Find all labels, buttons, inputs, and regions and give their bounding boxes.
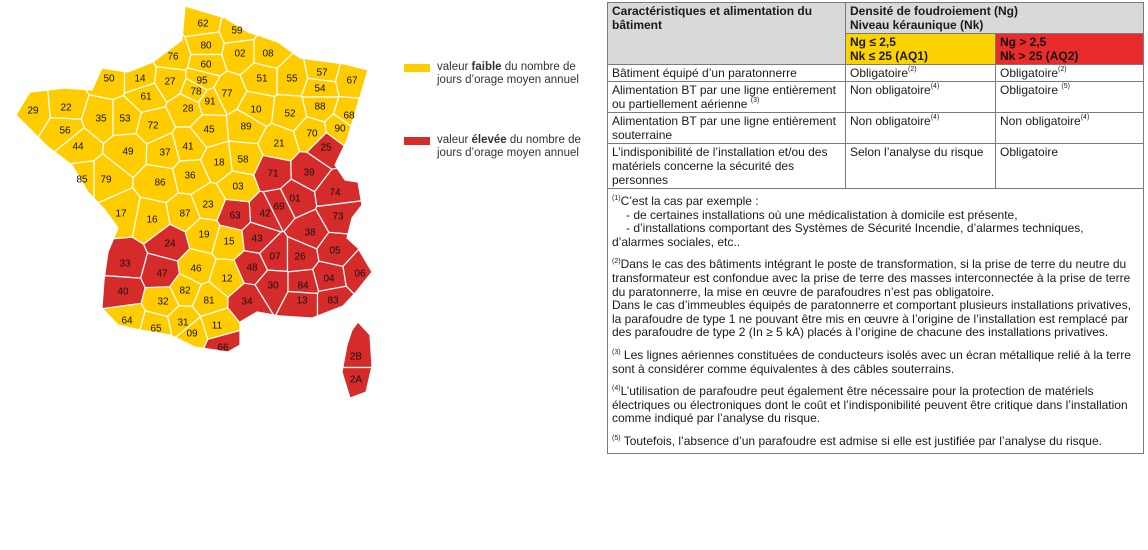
department-label-66: 66 bbox=[217, 342, 229, 354]
table-row bbox=[608, 65, 1144, 82]
department-label-08: 08 bbox=[262, 48, 274, 60]
department-label-55: 55 bbox=[286, 73, 298, 85]
department-label-91: 91 bbox=[204, 96, 216, 108]
row-aq1-value: Obligatoire$^{(2)}$ bbox=[846, 65, 996, 82]
department-label-24: 24 bbox=[164, 238, 176, 250]
department-label-03: 03 bbox=[232, 181, 244, 193]
department-label-34: 34 bbox=[241, 296, 253, 308]
department-label-73: 73 bbox=[332, 211, 344, 223]
department-label-88: 88 bbox=[314, 101, 326, 113]
department-label-17: 17 bbox=[115, 208, 127, 220]
department-label-65: 65 bbox=[150, 323, 162, 335]
legend-low-text: valeur faible du nombre de jours d’orage moyen annuel bbox=[437, 61, 579, 86]
department-label-79: 79 bbox=[100, 174, 112, 186]
department-label-42: 42 bbox=[259, 208, 271, 220]
department-label-70: 70 bbox=[306, 128, 318, 140]
department-label-04: 04 bbox=[323, 273, 335, 285]
department-label-43: 43 bbox=[251, 233, 263, 245]
department-label-10: 10 bbox=[250, 104, 262, 116]
department-label-46: 46 bbox=[190, 263, 202, 275]
legend-high-swatch bbox=[404, 137, 430, 145]
department-label-11: 11 bbox=[211, 320, 223, 332]
department-label-36: 36 bbox=[184, 170, 196, 182]
department-label-12: 12 bbox=[221, 273, 233, 285]
department-label-28: 28 bbox=[182, 103, 194, 115]
legend-low-swatch bbox=[404, 64, 430, 72]
department-label-57: 57 bbox=[316, 67, 328, 79]
department-label-40: 40 bbox=[117, 286, 129, 298]
department-label-23: 23 bbox=[202, 199, 214, 211]
department-label-38: 38 bbox=[304, 227, 316, 239]
department-label-87: 87 bbox=[179, 208, 191, 220]
header-density: Densité de foudroiement (Ng) Niveau kéraunique (Nk) bbox=[846, 3, 1144, 34]
department-label-41: 41 bbox=[182, 141, 194, 153]
department-label-95: 95 bbox=[196, 75, 208, 87]
row-label: Alimentation BT par une ligne entièrement souterraine bbox=[608, 113, 846, 144]
department-label-51: 51 bbox=[256, 73, 268, 85]
department-label-86: 86 bbox=[154, 177, 166, 189]
department-label-58: 58 bbox=[237, 154, 249, 166]
header-building: Caractéristiques et alimentation du bâtiment bbox=[608, 3, 846, 65]
department-label-76: 76 bbox=[167, 51, 179, 63]
department-label-77: 77 bbox=[221, 88, 233, 100]
department-label-67: 67 bbox=[346, 75, 358, 87]
legend-high-text: valeur élevée du nombre de jours d’orage moyen annuel bbox=[437, 134, 581, 159]
department-label-30: 30 bbox=[267, 280, 279, 292]
department-label-02: 02 bbox=[234, 48, 246, 60]
department-label-44: 44 bbox=[72, 141, 84, 153]
department-label-48: 48 bbox=[246, 262, 258, 274]
department-label-56: 56 bbox=[59, 125, 71, 137]
department-label-69: 69 bbox=[273, 201, 285, 213]
department-label-60: 60 bbox=[200, 59, 212, 71]
header-aq2: Ng > 2,5 Nk > 25 (AQ2) bbox=[996, 34, 1144, 65]
surge-protection-table bbox=[607, 2, 1144, 454]
department-label-31: 31 bbox=[177, 317, 189, 329]
department-label-52: 52 bbox=[284, 108, 296, 120]
footnote-4: $^{(4)}$L’utilisation de parafoudre peut également être nécessaire pour la protection de matériels électriques ou électroniques dont le coût et l’indisponibilité peuvent être critique dans l’installation comme indiqué par l’analyse du risque. bbox=[612, 384, 1128, 426]
department-label-07: 07 bbox=[269, 251, 281, 263]
row-label: Alimentation BT par une ligne entièrement ou partiellement aérienne $^{(3)}$ bbox=[608, 82, 846, 113]
department-label-83: 83 bbox=[327, 295, 339, 307]
department-label-05: 05 bbox=[329, 245, 341, 257]
department-label-29: 29 bbox=[27, 105, 39, 117]
row-aq2-value: Obligatoire$^{(2)}$ bbox=[996, 65, 1144, 82]
footnote-5: $^{(5)}$ Toutefois, l’absence d’un parafoudre est admise si elle est justifiée par l’analyse du risque. bbox=[612, 433, 1102, 448]
table-row bbox=[608, 82, 1144, 113]
department-label-54: 54 bbox=[314, 83, 326, 95]
department-label-21: 21 bbox=[273, 138, 285, 150]
department-label-78: 78 bbox=[190, 86, 202, 98]
department-label-2B: 2B bbox=[349, 351, 363, 363]
department-label-72: 72 bbox=[147, 120, 159, 132]
department-label-13: 13 bbox=[296, 295, 308, 307]
department-label-37: 37 bbox=[159, 147, 171, 159]
department-label-49: 49 bbox=[122, 146, 134, 158]
department-label-32: 32 bbox=[157, 296, 169, 308]
header-aq1: Ng ≤ 2,5 Nk ≤ 25 (AQ1) bbox=[846, 34, 996, 65]
department-label-18: 18 bbox=[213, 157, 225, 169]
row-aq2-value: Obligatoire bbox=[996, 144, 1144, 189]
department-label-01: 01 bbox=[289, 193, 301, 205]
department-label-15: 15 bbox=[223, 236, 235, 248]
department-label-62: 62 bbox=[197, 18, 209, 30]
department-label-26: 26 bbox=[294, 251, 306, 263]
department-label-14: 14 bbox=[134, 73, 146, 85]
department-label-16: 16 bbox=[146, 214, 158, 226]
row-label: L’indisponibilité de l’installation et/ou des matériels concerne la sécurité des personnes bbox=[608, 144, 846, 189]
row-aq2-value: Non obligatoire$^{(4)}$ bbox=[996, 113, 1144, 144]
department-label-50: 50 bbox=[103, 73, 115, 85]
department-label-33: 33 bbox=[119, 258, 131, 270]
department-label-39: 39 bbox=[303, 167, 315, 179]
table-row bbox=[608, 113, 1144, 144]
department-label-90: 90 bbox=[334, 123, 346, 135]
row-aq2-value: Obligatoire $^{(5)}$ bbox=[996, 82, 1144, 113]
department-label-2A: 2A bbox=[349, 374, 363, 386]
department-label-89: 89 bbox=[240, 121, 252, 133]
department-label-71: 71 bbox=[267, 168, 279, 180]
france-lightning-map bbox=[0, 0, 400, 386]
department-label-74: 74 bbox=[329, 187, 341, 199]
department-label-63: 63 bbox=[229, 210, 241, 222]
row-label: Bâtiment équipé d’un paratonnerre bbox=[608, 65, 846, 82]
department-label-82: 82 bbox=[179, 285, 191, 297]
row-aq1-value: Non obligatoire$^{(4)}$ bbox=[846, 113, 996, 144]
department-label-19: 19 bbox=[198, 229, 210, 241]
department-label-64: 64 bbox=[121, 315, 133, 327]
department-label-06: 06 bbox=[354, 268, 366, 280]
department-label-85: 85 bbox=[76, 174, 88, 186]
department-label-27: 27 bbox=[164, 76, 176, 88]
footnote-2: $^{(2)}$Dans le cas des bâtiments intégrant le poste de transformation, si la prise de terre du neutre du transformateur est confondue avec la prise de terre des masses interconnectée à la prise de terre du paratonnerre, la mise en œuvre de parafoudres n’est pas obligatoire. Dans le cas d’immeubles équipés de paratonnerre et comportant plusieurs installations privatives, la parafoudre de type 1 ne pouvant être mis en œuvre à l’origine de l’installation est remplacé par des parafoudre de type 2 (In ≥ 5 kA) placés à l’origine de chacune des installations privatives. bbox=[612, 257, 1131, 340]
footnote-1: $^{(1)}$C’est la cas par exemple : - de certaines installations où une médicalistation à domicile est présente, - d’installations comportant des Systèmes de Sécurité Incendie, d’alarmes techniques, d’alarmes sociales, etc.. bbox=[612, 194, 1084, 249]
department-label-22: 22 bbox=[60, 102, 72, 114]
department-label-61: 61 bbox=[140, 91, 152, 103]
department-label-68: 68 bbox=[343, 110, 355, 122]
row-aq1-value: Selon l’analyse du risque bbox=[846, 144, 996, 189]
footnote-3: $^{(3)}$ Les lignes aériennes constituées de conducteurs isolés avec un écran métallique relié à la terre sont à considérer comme équivalentes à des câbles souterrains. bbox=[612, 347, 1131, 376]
department-label-81: 81 bbox=[203, 295, 215, 307]
row-aq1-value: Non obligatoire$^{(4)}$ bbox=[846, 82, 996, 113]
department-label-84: 84 bbox=[297, 280, 309, 292]
department-label-47: 47 bbox=[156, 268, 168, 280]
department-label-25: 25 bbox=[320, 142, 332, 154]
department-label-59: 59 bbox=[231, 25, 243, 37]
department-label-35: 35 bbox=[95, 113, 107, 125]
table-row bbox=[608, 144, 1144, 189]
department-label-80: 80 bbox=[200, 40, 212, 52]
footnotes bbox=[608, 189, 1144, 454]
department-label-45: 45 bbox=[203, 124, 215, 136]
department-label-09: 09 bbox=[186, 328, 198, 340]
department-label-53: 53 bbox=[119, 113, 131, 125]
